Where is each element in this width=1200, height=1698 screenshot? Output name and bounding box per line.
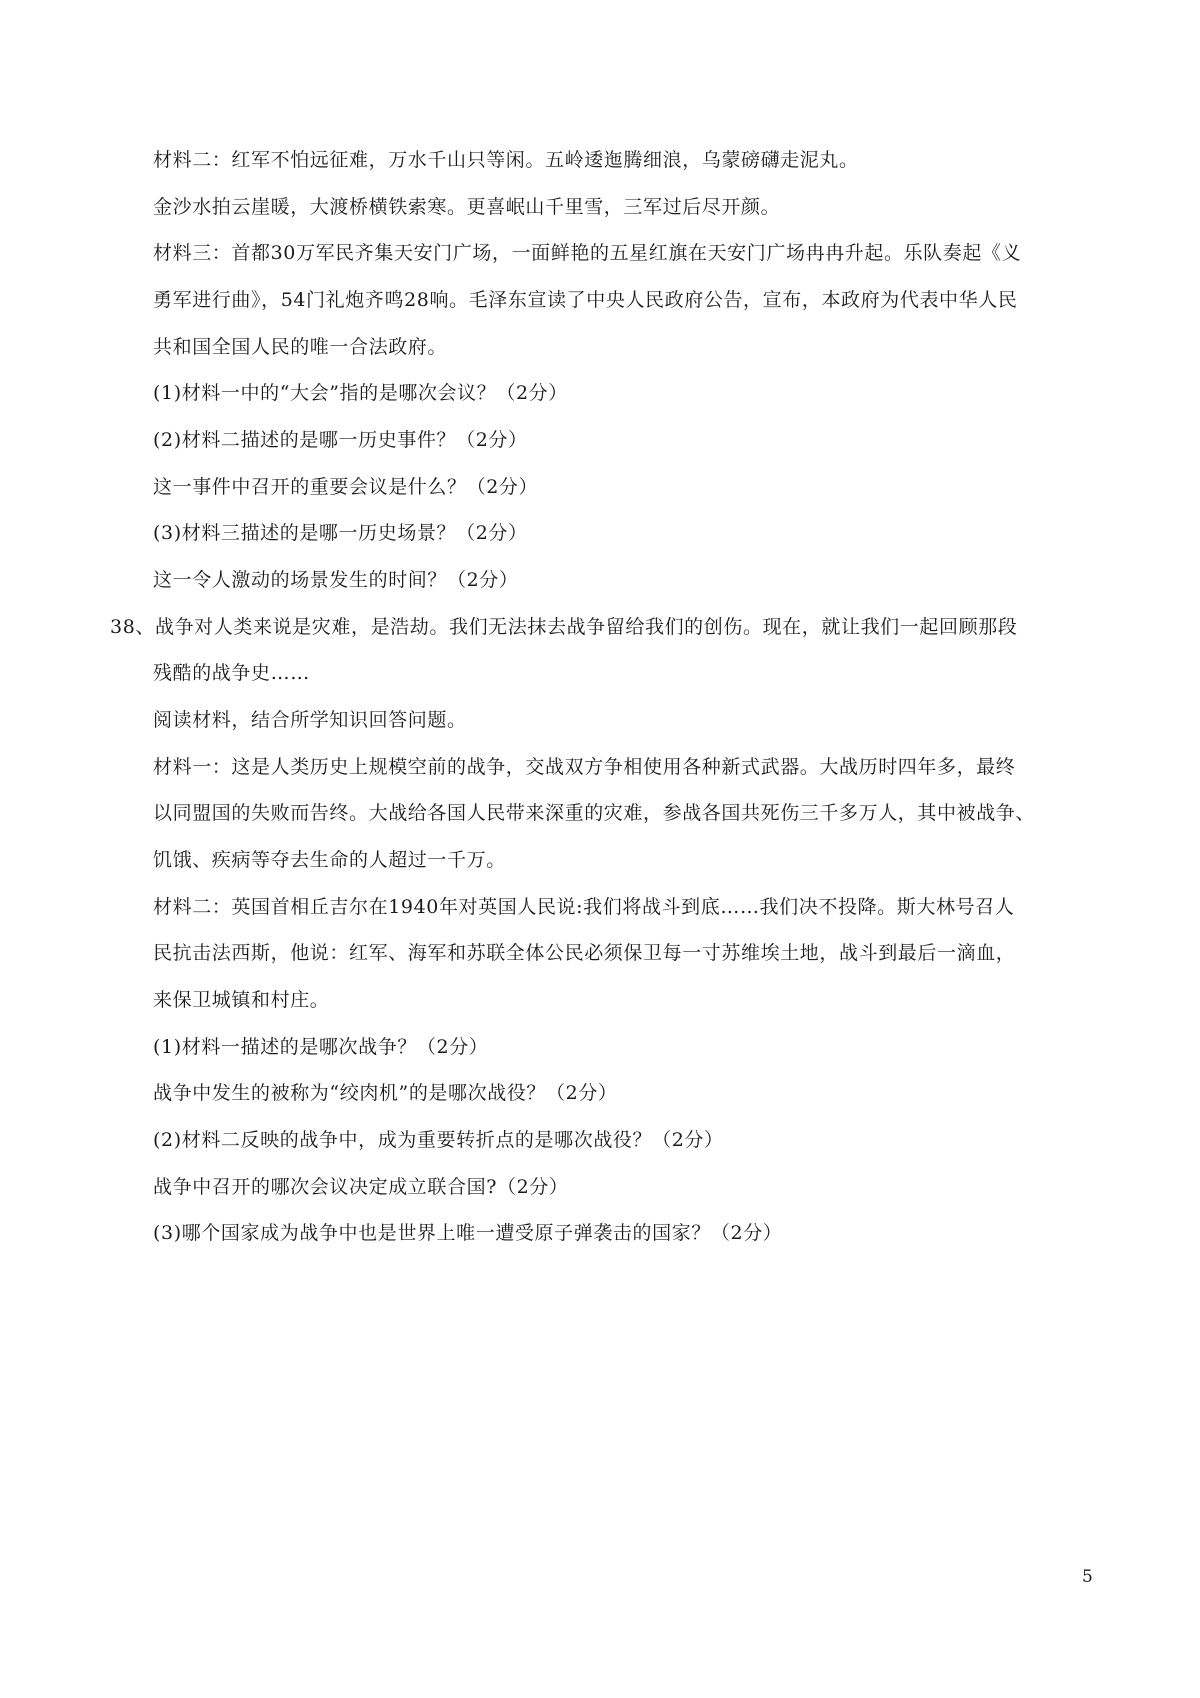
question-38-1a: (1)材料一描述的是哪次战争？（2分） [153,1036,489,1058]
material-2b-line-3: 来保卫城镇和村庄。 [153,989,330,1011]
question-38-3: (3)哪个国家成为战争中也是世界上唯一遭受原子弹袭击的国家？（2分） [153,1222,783,1244]
material-2b-line-1: 材料二：英国首相丘吉尔在1940年对英国人民说:我们将战斗到底……我们决不投降。斯大林号召人 [153,896,1015,918]
question-38-stem-line-1: 38、战争对人类来说是灾难，是浩劫。我们无法抹去战争留给我们的创伤。现在，就让我们一起回顾那段 [110,616,1018,638]
material-3-line-1: 材料三：首都30万军民齐集天安门广场，一面鲜艳的五星红旗在天安门广场冉冉升起。乐队奏起《义 [153,242,1022,264]
question-38-2a: (2)材料二反映的战争中，成为重要转折点的是哪次战役？（2分） [153,1129,724,1151]
material-1-line-3: 饥饿、疾病等夺去生命的人超过一千万。 [153,849,506,871]
material-3-line-3: 共和国全国人民的唯一合法政府。 [153,336,448,358]
question-38-stem-line-2: 残酷的战争史…… [153,662,310,684]
material-3-line-2: 勇军进行曲》，54门礼炮齐鸣28响。毛泽东宣读了中央人民政府公告，宣布，本政府为代表中华人民 [153,289,1018,311]
material-1-line-2: 以同盟国的失败而告终。大战给各国人民带来深重的灾难，参战各国共死伤三千多万人，其中被战争、 [153,802,1036,824]
question-2a: (2)材料二描述的是哪一历史事件？（2分） [153,429,528,451]
material-2-line-1: 材料二：红军不怕远征难，万水千山只等闲。五岭逶迤腾细浪，乌蒙磅礴走泥丸。 [153,149,859,171]
question-3b: 这一令人激动的场景发生的时间？（2分） [153,569,519,591]
question-38-1b: 战争中发生的被称为“绞肉机”的是哪次战役？（2分） [153,1082,618,1104]
question-3a: (3)材料三描述的是哪一历史场景？（2分） [153,522,528,544]
material-2-line-2: 金沙水拍云崖暖，大渡桥横铁索寒。更喜岷山千里雪，三军过后尽开颜。 [153,196,781,218]
question-1: (1)材料一中的“大会”指的是哪次会议？（2分） [153,382,568,404]
question-38-2b: 战争中召开的哪次会议决定成立联合国?（2分） [153,1176,569,1198]
question-2b: 这一事件中召开的重要会议是什么？（2分） [153,476,539,498]
material-1-line-1: 材料一：这是人类历史上规模空前的战争，交战双方争相使用各种新式武器。大战历时四年多，最终 [153,756,1016,778]
material-2b-line-2: 民抗击法西斯，他说：红军、海军和苏联全体公民必须保卫每一寸苏维埃土地，战斗到最后一滴血， [153,942,1016,964]
reading-instruction: 阅读材料，结合所学知识回答问题。 [153,709,467,731]
page-number: 5 [1082,1567,1093,1587]
